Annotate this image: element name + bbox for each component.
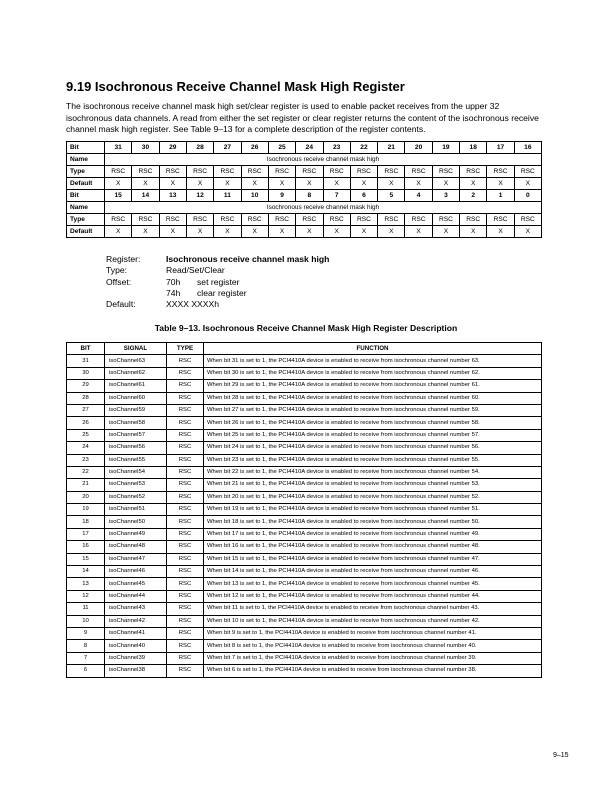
bit-number: 27 [214,142,241,154]
bit-default: X [132,226,159,238]
bit-default: X [214,226,241,238]
bit-number: 16 [514,142,541,154]
function-cell: When bit 28 is set to 1, the PCI4410A device is enabled to receive from isochronous channel number 60. [204,392,542,404]
type-cell: RSC [167,652,204,664]
header-function: FUNCTION [204,343,542,355]
bit-cell: 14 [67,566,105,578]
function-cell: When bit 11 is set to 1, the PCI4410A device is enabled to receive from isochronous channel number 43. [204,603,542,615]
bit-number: 14 [132,190,159,202]
intro-paragraph: The isochronous receive channel mask high set/clear register is used to enable packet receives from the upper 32 isochronous data channels. A read from either the set register or clear register returns the content of the isochronous receive channel mask high register. See Table 9–13 for a complete description of the register contents. [66,101,539,135]
bit-default: X [186,226,213,238]
bit-type: RSC [514,166,541,178]
bit-type: RSC [214,214,241,226]
bit-default: X [460,178,487,190]
type-cell: RSC [167,627,204,639]
name-row [67,202,542,214]
bit-type: RSC [296,166,323,178]
type-row [67,166,542,178]
function-cell: When bit 30 is set to 1, the PCI4410A device is enabled to receive from isochronous channel number 62. [204,367,542,379]
bit-default: X [378,226,405,238]
register-properties [106,254,329,310]
bit-default: X [514,178,541,190]
function-cell: When bit 10 is set to 1, the PCI4410A device is enabled to receive from isochronous channel number 42. [204,615,542,627]
table-row [67,590,542,602]
bit-default: X [296,178,323,190]
bit-number: 25 [268,142,295,154]
type-cell: RSC [167,541,204,553]
bit-type: RSC [296,214,323,226]
bit-default: X [159,226,186,238]
function-cell: When bit 7 is set to 1, the PCI4410A device is enabled to receive from isochronous channel number 39. [204,652,542,664]
header-signal: SIGNAL [105,343,167,355]
default-label: Default [67,178,105,190]
default-row [67,178,542,190]
default-row [67,226,542,238]
function-cell: When bit 9 is set to 1, the PCI4410A device is enabled to receive from isochronous channel number 41. [204,627,542,639]
bit-type: RSC [432,214,459,226]
bit-number: 22 [350,142,377,154]
type-label: Type [67,214,105,226]
function-cell: When bit 17 is set to 1, the PCI4410A device is enabled to receive from isochronous channel number 49. [204,528,542,540]
bit-cell: 31 [67,355,105,367]
function-cell: When bit 16 is set to 1, the PCI4410A device is enabled to receive from isochronous channel number 48. [204,541,542,553]
offset-clear-address: 74h [166,287,181,298]
signal-cell: isoChannel59 [105,404,167,416]
table-row [67,466,542,478]
bit-number: 9 [268,190,295,202]
signal-cell: isoChannel54 [105,466,167,478]
function-cell: When bit 8 is set to 1, the PCI4410A device is enabled to receive from isochronous channel number 40. [204,640,542,652]
bit-number: 1 [487,190,514,202]
bit-cell: 6 [67,665,105,677]
type-cell: RSC [167,528,204,540]
bit-type: RSC [186,214,213,226]
bit-number: 0 [514,190,541,202]
bit-default: X [241,226,268,238]
bit-number: 20 [405,142,432,154]
table-row [67,553,542,565]
bit-type: RSC [214,166,241,178]
bit-cell: 11 [67,603,105,615]
function-cell: When bit 19 is set to 1, the PCI4410A device is enabled to receive from isochronous channel number 51. [204,504,542,516]
bit-default: X [405,178,432,190]
function-cell: When bit 25 is set to 1, the PCI4410A device is enabled to receive from isochronous channel number 57. [204,429,542,441]
type-cell: RSC [167,479,204,491]
bit-number: 13 [159,190,186,202]
bit-default: X [105,178,132,190]
bit-type: RSC [350,214,377,226]
type-cell: RSC [167,566,204,578]
bit-label: Bit [67,142,105,154]
bit-number: 15 [105,190,132,202]
bit-default: X [323,226,350,238]
bit-label: Bit [67,190,105,202]
type-cell: RSC [167,392,204,404]
signal-cell: isoChannel53 [105,479,167,491]
bit-cell: 12 [67,590,105,602]
signal-cell: isoChannel46 [105,566,167,578]
signal-cell: isoChannel58 [105,417,167,429]
bit-type: RSC [105,166,132,178]
bit-default: X [460,226,487,238]
function-cell: When bit 29 is set to 1, the PCI4410A device is enabled to receive from isochronous channel number 61. [204,380,542,392]
bit-cell: 15 [67,553,105,565]
signal-cell: isoChannel44 [105,590,167,602]
type-cell: RSC [167,615,204,627]
bit-type: RSC [432,166,459,178]
signal-cell: isoChannel55 [105,454,167,466]
bit-type: RSC [105,214,132,226]
table-row [67,442,542,454]
table-row [67,429,542,441]
bit-type: RSC [186,166,213,178]
bit-type: RSC [132,166,159,178]
bit-row [67,142,542,154]
table-row [67,504,542,516]
bit-cell: 19 [67,504,105,516]
name-label: Name [67,202,105,214]
bit-cell: 29 [67,380,105,392]
bit-default: X [296,226,323,238]
bit-type: RSC [159,214,186,226]
function-cell: When bit 26 is set to 1, the PCI4410A device is enabled to receive from isochronous channel number 58. [204,417,542,429]
bit-type: RSC [241,214,268,226]
type-cell: RSC [167,380,204,392]
register-label: Register: [106,254,141,264]
bit-default: X [214,178,241,190]
bit-default: X [350,226,377,238]
header-type: TYPE [167,343,204,355]
signal-cell: isoChannel48 [105,541,167,553]
type-cell: RSC [167,603,204,615]
bit-cell: 16 [67,541,105,553]
bit-default: X [159,178,186,190]
bit-default: X [350,178,377,190]
table-row [67,454,542,466]
table-row [67,603,542,615]
bit-cell: 17 [67,528,105,540]
signal-cell: isoChannel49 [105,528,167,540]
bit-cell: 21 [67,479,105,491]
bit-number: 19 [432,142,459,154]
offset-set-address: 70h [166,276,181,287]
default-value: XXXX XXXXh [166,299,220,310]
bit-cell: 28 [67,392,105,404]
bit-number: 24 [296,142,323,154]
bit-default: X [105,226,132,238]
table-row [67,479,542,491]
type-value: Read/Set/Clear [166,265,225,276]
type-cell: RSC [167,417,204,429]
signal-cell: isoChannel43 [105,603,167,615]
page-number: 9–15 [553,752,569,759]
default-label: Default: [106,299,136,310]
bit-type: RSC [514,214,541,226]
table-row [67,615,542,627]
table-row [67,652,542,664]
offset-set-description: set register [197,276,240,287]
signal-cell: isoChannel56 [105,442,167,454]
function-cell: When bit 18 is set to 1, the PCI4410A device is enabled to receive from isochronous channel number 50. [204,516,542,528]
bit-type: RSC [460,214,487,226]
bit-default: X [432,226,459,238]
register-value: Isochronous receive channel mask high [166,254,330,264]
table-row [67,355,542,367]
bit-type: RSC [268,214,295,226]
function-cell: When bit 13 is set to 1, the PCI4410A device is enabled to receive from isochronous channel number 45. [204,578,542,590]
type-cell: RSC [167,516,204,528]
table-row [67,491,542,503]
type-cell: RSC [167,454,204,466]
register-name: Isochronous receive channel mask high [105,154,542,166]
type-cell: RSC [167,504,204,516]
bit-default: X [405,226,432,238]
bit-cell: 20 [67,491,105,503]
type-cell: RSC [167,404,204,416]
bit-type: RSC [487,214,514,226]
type-label: Type [67,166,105,178]
bit-default: X [132,178,159,190]
bit-number: 5 [378,190,405,202]
name-label: Name [67,154,105,166]
table-row [67,404,542,416]
signal-cell: isoChannel57 [105,429,167,441]
bit-number: 21 [378,142,405,154]
bit-number: 2 [460,190,487,202]
bit-type: RSC [350,166,377,178]
bit-cell: 23 [67,454,105,466]
table-row [67,578,542,590]
function-cell: When bit 22 is set to 1, the PCI4410A device is enabled to receive from isochronous channel number 54. [204,466,542,478]
table-row [67,640,542,652]
bit-number: 18 [460,142,487,154]
register-name: Isochronous receive channel mask high [105,202,542,214]
bit-type: RSC [378,166,405,178]
bit-number: 4 [405,190,432,202]
bit-number: 12 [186,190,213,202]
signal-cell: isoChannel51 [105,504,167,516]
type-cell: RSC [167,429,204,441]
bit-default: X [268,178,295,190]
bit-number: 30 [132,142,159,154]
bit-type: RSC [378,214,405,226]
function-cell: When bit 14 is set to 1, the PCI4410A device is enabled to receive from isochronous channel number 46. [204,566,542,578]
bit-number: 8 [296,190,323,202]
signal-cell: isoChannel40 [105,640,167,652]
bit-default: X [323,178,350,190]
signal-cell: isoChannel42 [105,615,167,627]
bit-number: 28 [186,142,213,154]
header-bit: BIT [67,343,105,355]
table-row [67,417,542,429]
bit-cell: 7 [67,652,105,664]
type-cell: RSC [167,442,204,454]
table-row [67,528,542,540]
bit-cell: 8 [67,640,105,652]
function-cell: When bit 21 is set to 1, the PCI4410A device is enabled to receive from isochronous channel number 53. [204,479,542,491]
type-cell: RSC [167,367,204,379]
bit-number: 29 [159,142,186,154]
register-bit-table [66,141,542,238]
table-row [67,541,542,553]
bit-type: RSC [323,166,350,178]
bit-default: X [186,178,213,190]
type-cell: RSC [167,553,204,565]
function-cell: When bit 6 is set to 1, the PCI4410A device is enabled to receive from isochronous channel number 38. [204,665,542,677]
signal-cell: isoChannel38 [105,665,167,677]
function-cell: When bit 31 is set to 1, the PCI4410A device is enabled to receive from isochronous channel number 63. [204,355,542,367]
signal-cell: isoChannel45 [105,578,167,590]
bit-type: RSC [323,214,350,226]
bit-cell: 25 [67,429,105,441]
register-description-table [66,342,542,678]
offset-label: Offset: [106,276,132,287]
bit-row [67,190,542,202]
bit-number: 31 [105,142,132,154]
bit-cell: 22 [67,466,105,478]
type-cell: RSC [167,355,204,367]
table-row [67,566,542,578]
function-cell: When bit 23 is set to 1, the PCI4410A device is enabled to receive from isochronous channel number 55. [204,454,542,466]
signal-cell: isoChannel41 [105,627,167,639]
table-row [67,392,542,404]
bit-cell: 18 [67,516,105,528]
bit-number: 3 [432,190,459,202]
table-row [67,665,542,677]
section-heading: 9.19 Isochronous Receive Channel Mask High Register [66,79,405,94]
function-cell: When bit 12 is set to 1, the PCI4410A device is enabled to receive from isochronous channel number 44. [204,590,542,602]
bit-default: X [487,226,514,238]
type-cell: RSC [167,640,204,652]
bit-type: RSC [159,166,186,178]
signal-cell: isoChannel63 [105,355,167,367]
signal-cell: isoChannel60 [105,392,167,404]
default-label: Default [67,226,105,238]
bit-default: X [514,226,541,238]
bit-number: 11 [214,190,241,202]
signal-cell: isoChannel39 [105,652,167,664]
type-row [67,214,542,226]
bit-cell: 10 [67,615,105,627]
type-cell: RSC [167,578,204,590]
bit-default: X [268,226,295,238]
type-label: Type: [106,265,128,276]
bit-type: RSC [268,166,295,178]
table-header-row [67,343,542,355]
bit-cell: 24 [67,442,105,454]
bit-type: RSC [132,214,159,226]
function-cell: When bit 27 is set to 1, the PCI4410A device is enabled to receive from isochronous channel number 59. [204,404,542,416]
bit-number: 7 [323,190,350,202]
bit-number: 6 [350,190,377,202]
bit-cell: 27 [67,404,105,416]
type-cell: RSC [167,665,204,677]
bit-cell: 9 [67,627,105,639]
offset-clear-description: clear register [197,287,247,298]
bit-default: X [432,178,459,190]
table-row [67,380,542,392]
name-row [67,154,542,166]
bit-default: X [487,178,514,190]
table-caption: Table 9–13. Isochronous Receive Channel Mask High Register Description [154,323,458,333]
bit-type: RSC [405,166,432,178]
bit-number: 26 [241,142,268,154]
signal-cell: isoChannel61 [105,380,167,392]
table-row [67,516,542,528]
signal-cell: isoChannel52 [105,491,167,503]
type-cell: RSC [167,466,204,478]
bit-number: 10 [241,190,268,202]
bit-cell: 30 [67,367,105,379]
type-cell: RSC [167,590,204,602]
bit-cell: 13 [67,578,105,590]
bit-number: 17 [487,142,514,154]
type-cell: RSC [167,491,204,503]
bit-cell: 26 [67,417,105,429]
signal-cell: isoChannel62 [105,367,167,379]
bit-default: X [241,178,268,190]
signal-cell: isoChannel50 [105,516,167,528]
table-row [67,367,542,379]
bit-number: 23 [323,142,350,154]
signal-cell: isoChannel47 [105,553,167,565]
bit-type: RSC [241,166,268,178]
function-cell: When bit 15 is set to 1, the PCI4410A device is enabled to receive from isochronous channel number 47. [204,553,542,565]
table-row [67,627,542,639]
function-cell: When bit 20 is set to 1, the PCI4410A device is enabled to receive from isochronous channel number 52. [204,491,542,503]
function-cell: When bit 24 is set to 1, the PCI4410A device is enabled to receive from isochronous channel number 56. [204,442,542,454]
bit-type: RSC [487,166,514,178]
bit-type: RSC [460,166,487,178]
bit-type: RSC [405,214,432,226]
bit-default: X [378,178,405,190]
